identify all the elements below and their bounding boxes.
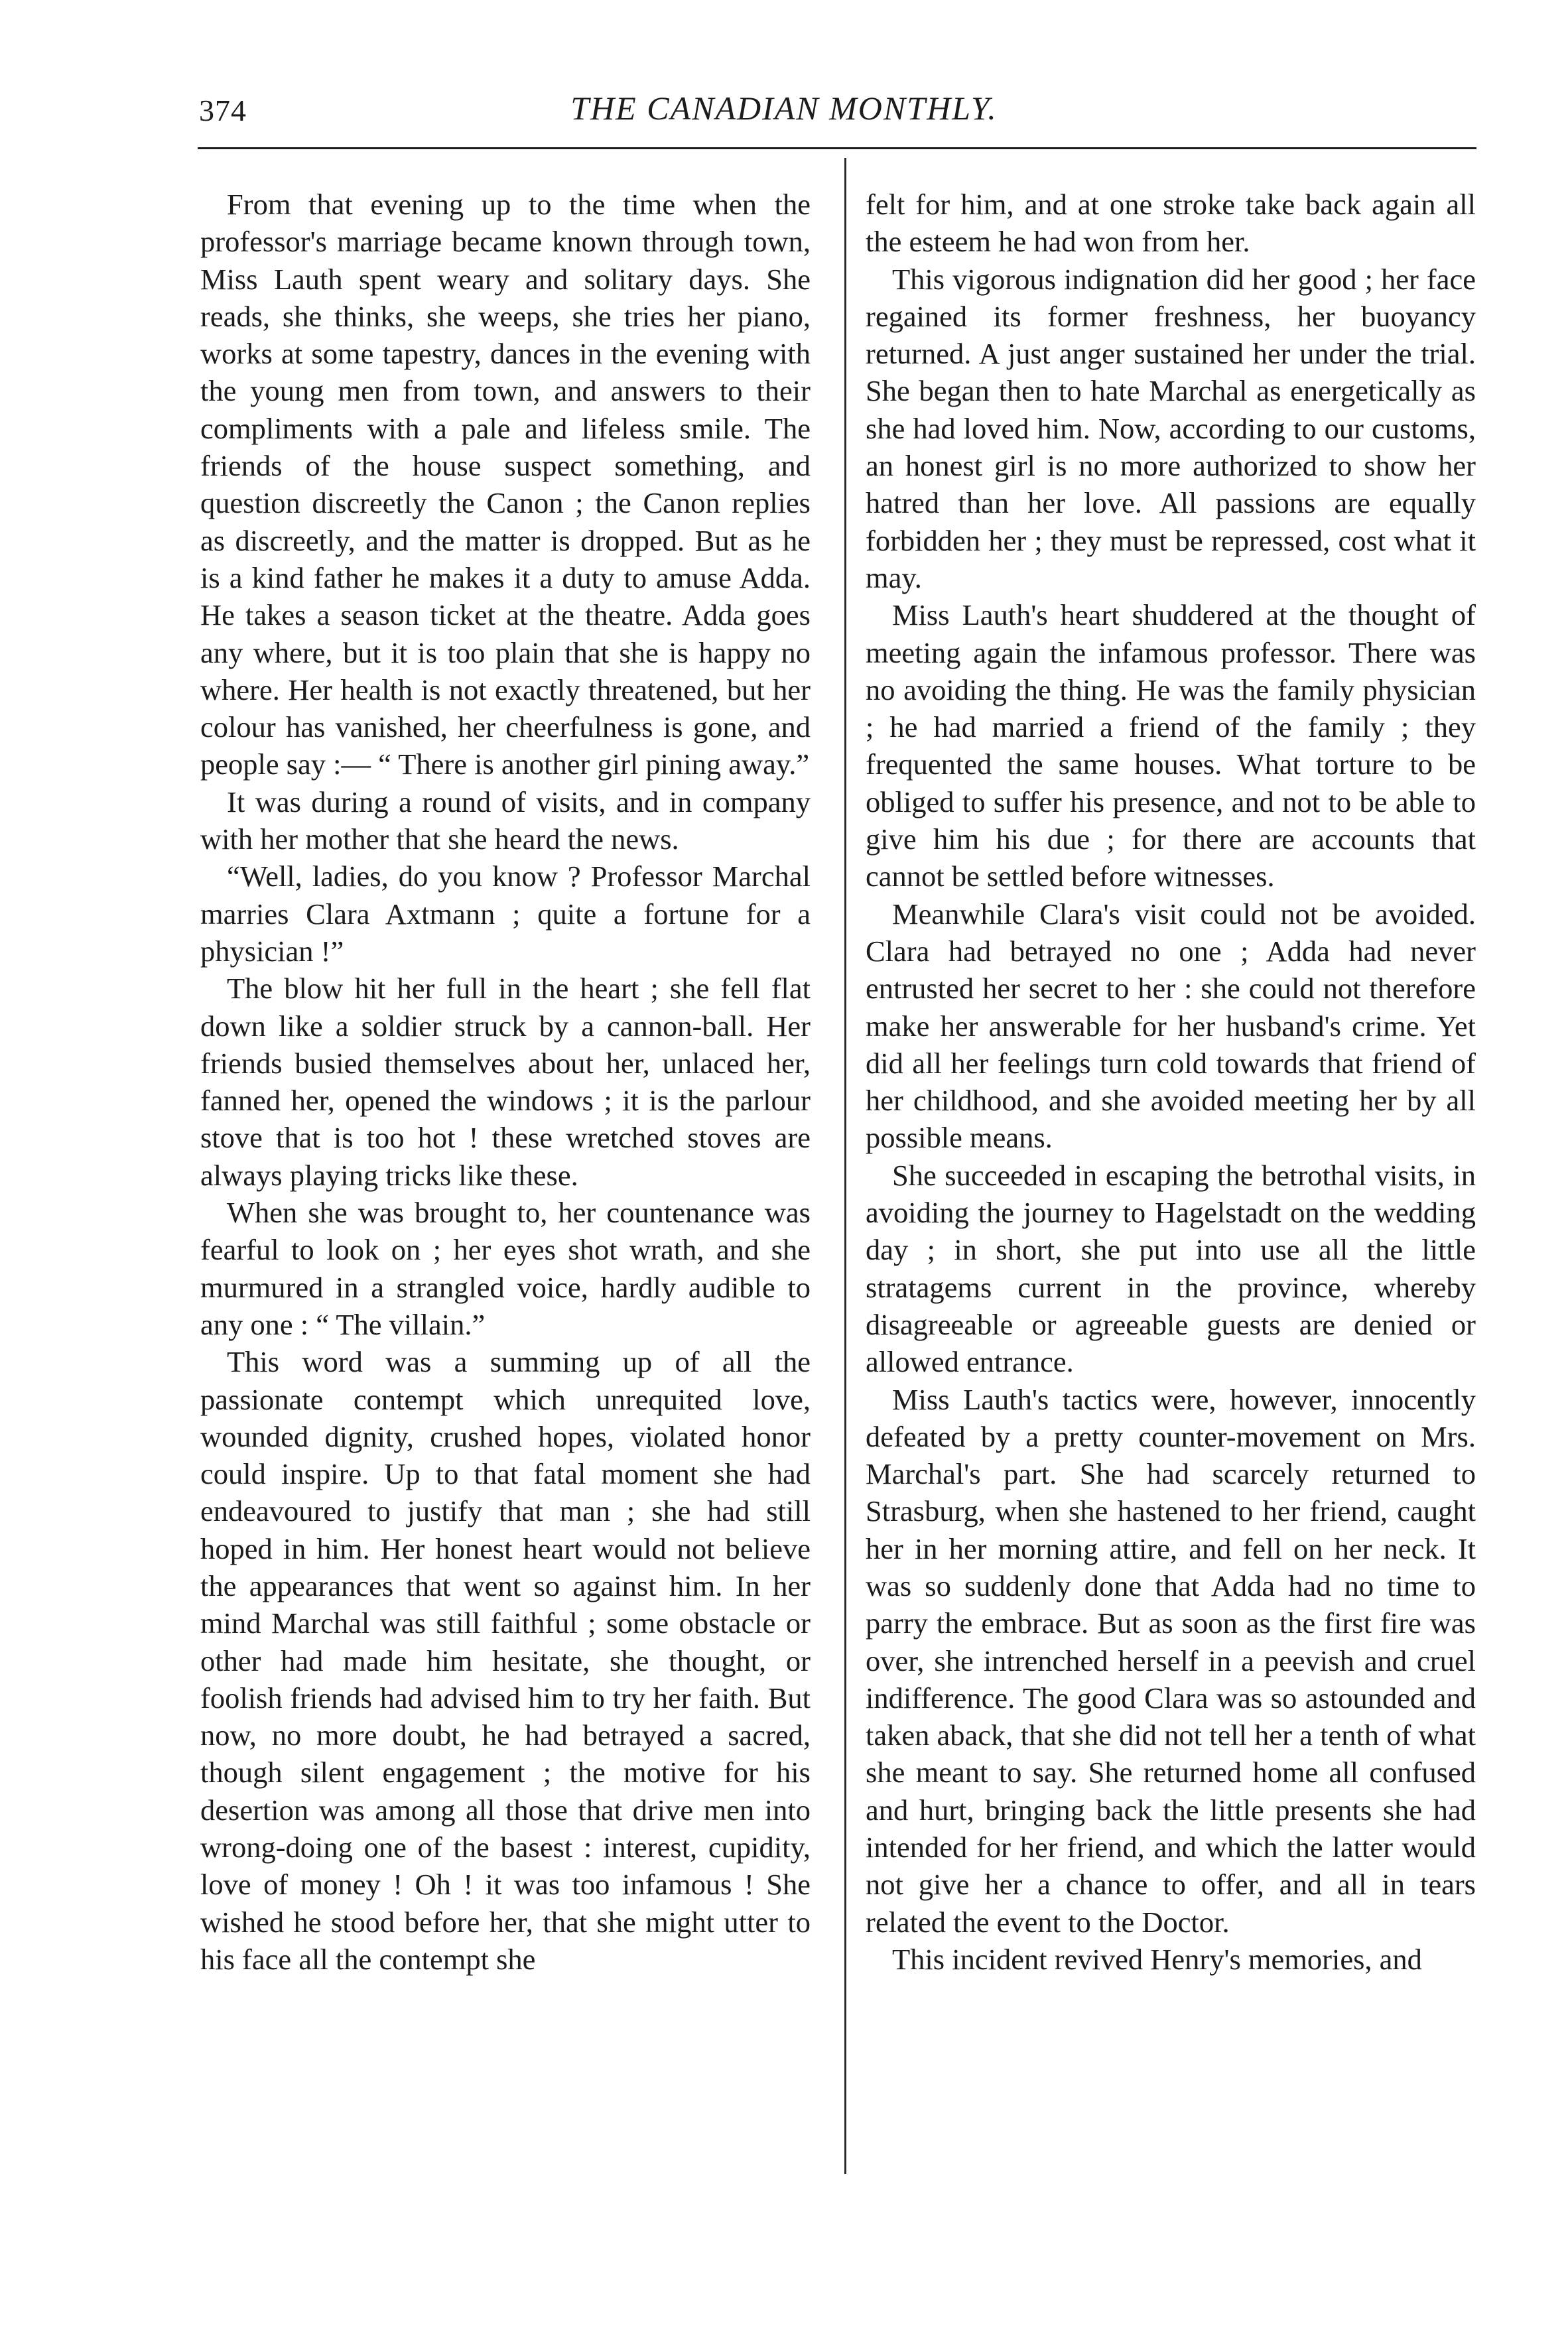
page-number: 374 <box>199 94 247 127</box>
paragraph: Miss Lauth's heart shuddered at the thought of meeting again the infamous professor. There was no avoiding the thing. He was the family physician ; he had married a friend of the family ; they frequented the same houses. What torture to be obliged to suffer his presence, and not to be able to give him his due ; for there are accounts that cannot be settled before witnesses. <box>866 598 1476 893</box>
right-column <box>866 186 1476 1978</box>
column-divider <box>844 158 846 2174</box>
paragraph: She succeeded in escaping the betrothal visits, in avoiding the journey to Hagelstadt on the wedding day ; in short, she put into use all the little stratagems current in the province, whereby disagreeable or agreeable guests are denied or allowed entrance. <box>866 1158 1476 1379</box>
header-rule <box>198 147 1476 149</box>
paragraph: It was during a round of visits, and in company with her mother that she heard the news. <box>200 785 811 856</box>
paragraph: When she was brought to, her countenance was fearful to look on ; her eyes shot wrath, and she murmured in a strangled voice, hardly audible to any one : “ The villain.” <box>200 1196 811 1341</box>
running-title: THE CANADIAN MONTHLY. <box>570 90 998 127</box>
paragraph-continuation: felt for him, and at one stroke take back again all the esteem he had won from her. <box>866 188 1476 259</box>
paragraph: “Well, ladies, do you know ? Professor Marchal marries Clara Axtmann ; quite a fortune for a physician !” <box>200 860 811 968</box>
paragraph: This incident revived Henry's memories, and <box>892 1942 1422 1976</box>
left-column <box>200 186 811 1978</box>
paragraph: The blow hit her full in the heart ; she fell flat down like a soldier struck by a cannon-ball. Her friends busied themselves about her, unlaced her, fanned her, opened the windows ; it is the parlour stove that is too hot ! these wretched stoves are always playing tricks like these. <box>200 972 811 1192</box>
paragraph: This vigorous indignation did her good ; her face regained its former freshness, her buoyancy returned. A just anger sustained her under the trial. She began then to hate Marchal as energetically as she had loved him. Now, according to our customs, an honest girl is no more authorized to show her hatred than her love. All passions are equally forbidden her ; they must be repressed, cost what it may. <box>866 262 1476 594</box>
paragraph: This word was a summing up of all the passionate contempt which unrequited love, wounded dignity, crushed hopes, violated honor could inspire. Up to that fatal moment she had endeavoured to justify that man ; she had still hoped in him. Her honest heart would not believe the appearances that went so against him. In her mind Marchal was still faithful ; some obstacle or other had made him hesitate, she thought, or foolish friends had advised him to try her faith. But now, no more doubt, he had betrayed a sacred, though silent engagement ; the motive for his desertion was among all those that drive men into wrong-doing one of the basest : interest, cupidity, love of money ! Oh ! it was too infamous ! She wished he stood before her, that she might utter to his face all the contempt she <box>200 1345 811 1976</box>
paragraph: Miss Lauth's tactics were, however, innocently defeated by a pretty counter-movement on Mrs. Marchal's part. She had scarcely returned to Strasburg, when she hastened to her friend, caught her in her morning attire, and fell on her neck. It was so suddenly done that Adda had no time to parry the embrace. But as soon as the first fire was over, she intrenched herself in a peevish and cruel indifference. The good Clara was so astounded and taken aback, that she did not tell her a tenth of what she meant to say. She returned home all confused and hurt, bringing back the little presents she had intended for her friend, and which the latter would not give her a chance to offer, and all in tears related the event to the Doctor. <box>866 1382 1476 1939</box>
paragraph: Meanwhile Clara's visit could not be avoided. Clara had betrayed no one ; Adda had never entrusted her secret to her : she could not therefore make her answerable for her husband's crime. Yet did all her feelings turn cold towards that friend of her childhood, and she avoided meeting her by all possible means. <box>866 897 1476 1155</box>
paragraph: From that evening up to the time when the professor's marriage became known through town, Miss Lauth spent weary and solitary days. She reads, she thinks, she weeps, she tries her piano, works at some tapestry, dances in the evening with the young men from town, and answers to their compliments with a pale and lifeless smile. The friends of the house suspect something, and question discreetly the Canon ; the Canon replies as discreetly, and the matter is dropped. But as he is a kind father he makes it a duty to amuse Adda. He takes a season ticket at the theatre. Adda goes any where, but it is too plain that she is happy no where. Her health is not exactly threatened, but her colour has vanished, her cheerfulness is gone, and people say :— “ There is another girl pining away.” <box>200 188 811 781</box>
